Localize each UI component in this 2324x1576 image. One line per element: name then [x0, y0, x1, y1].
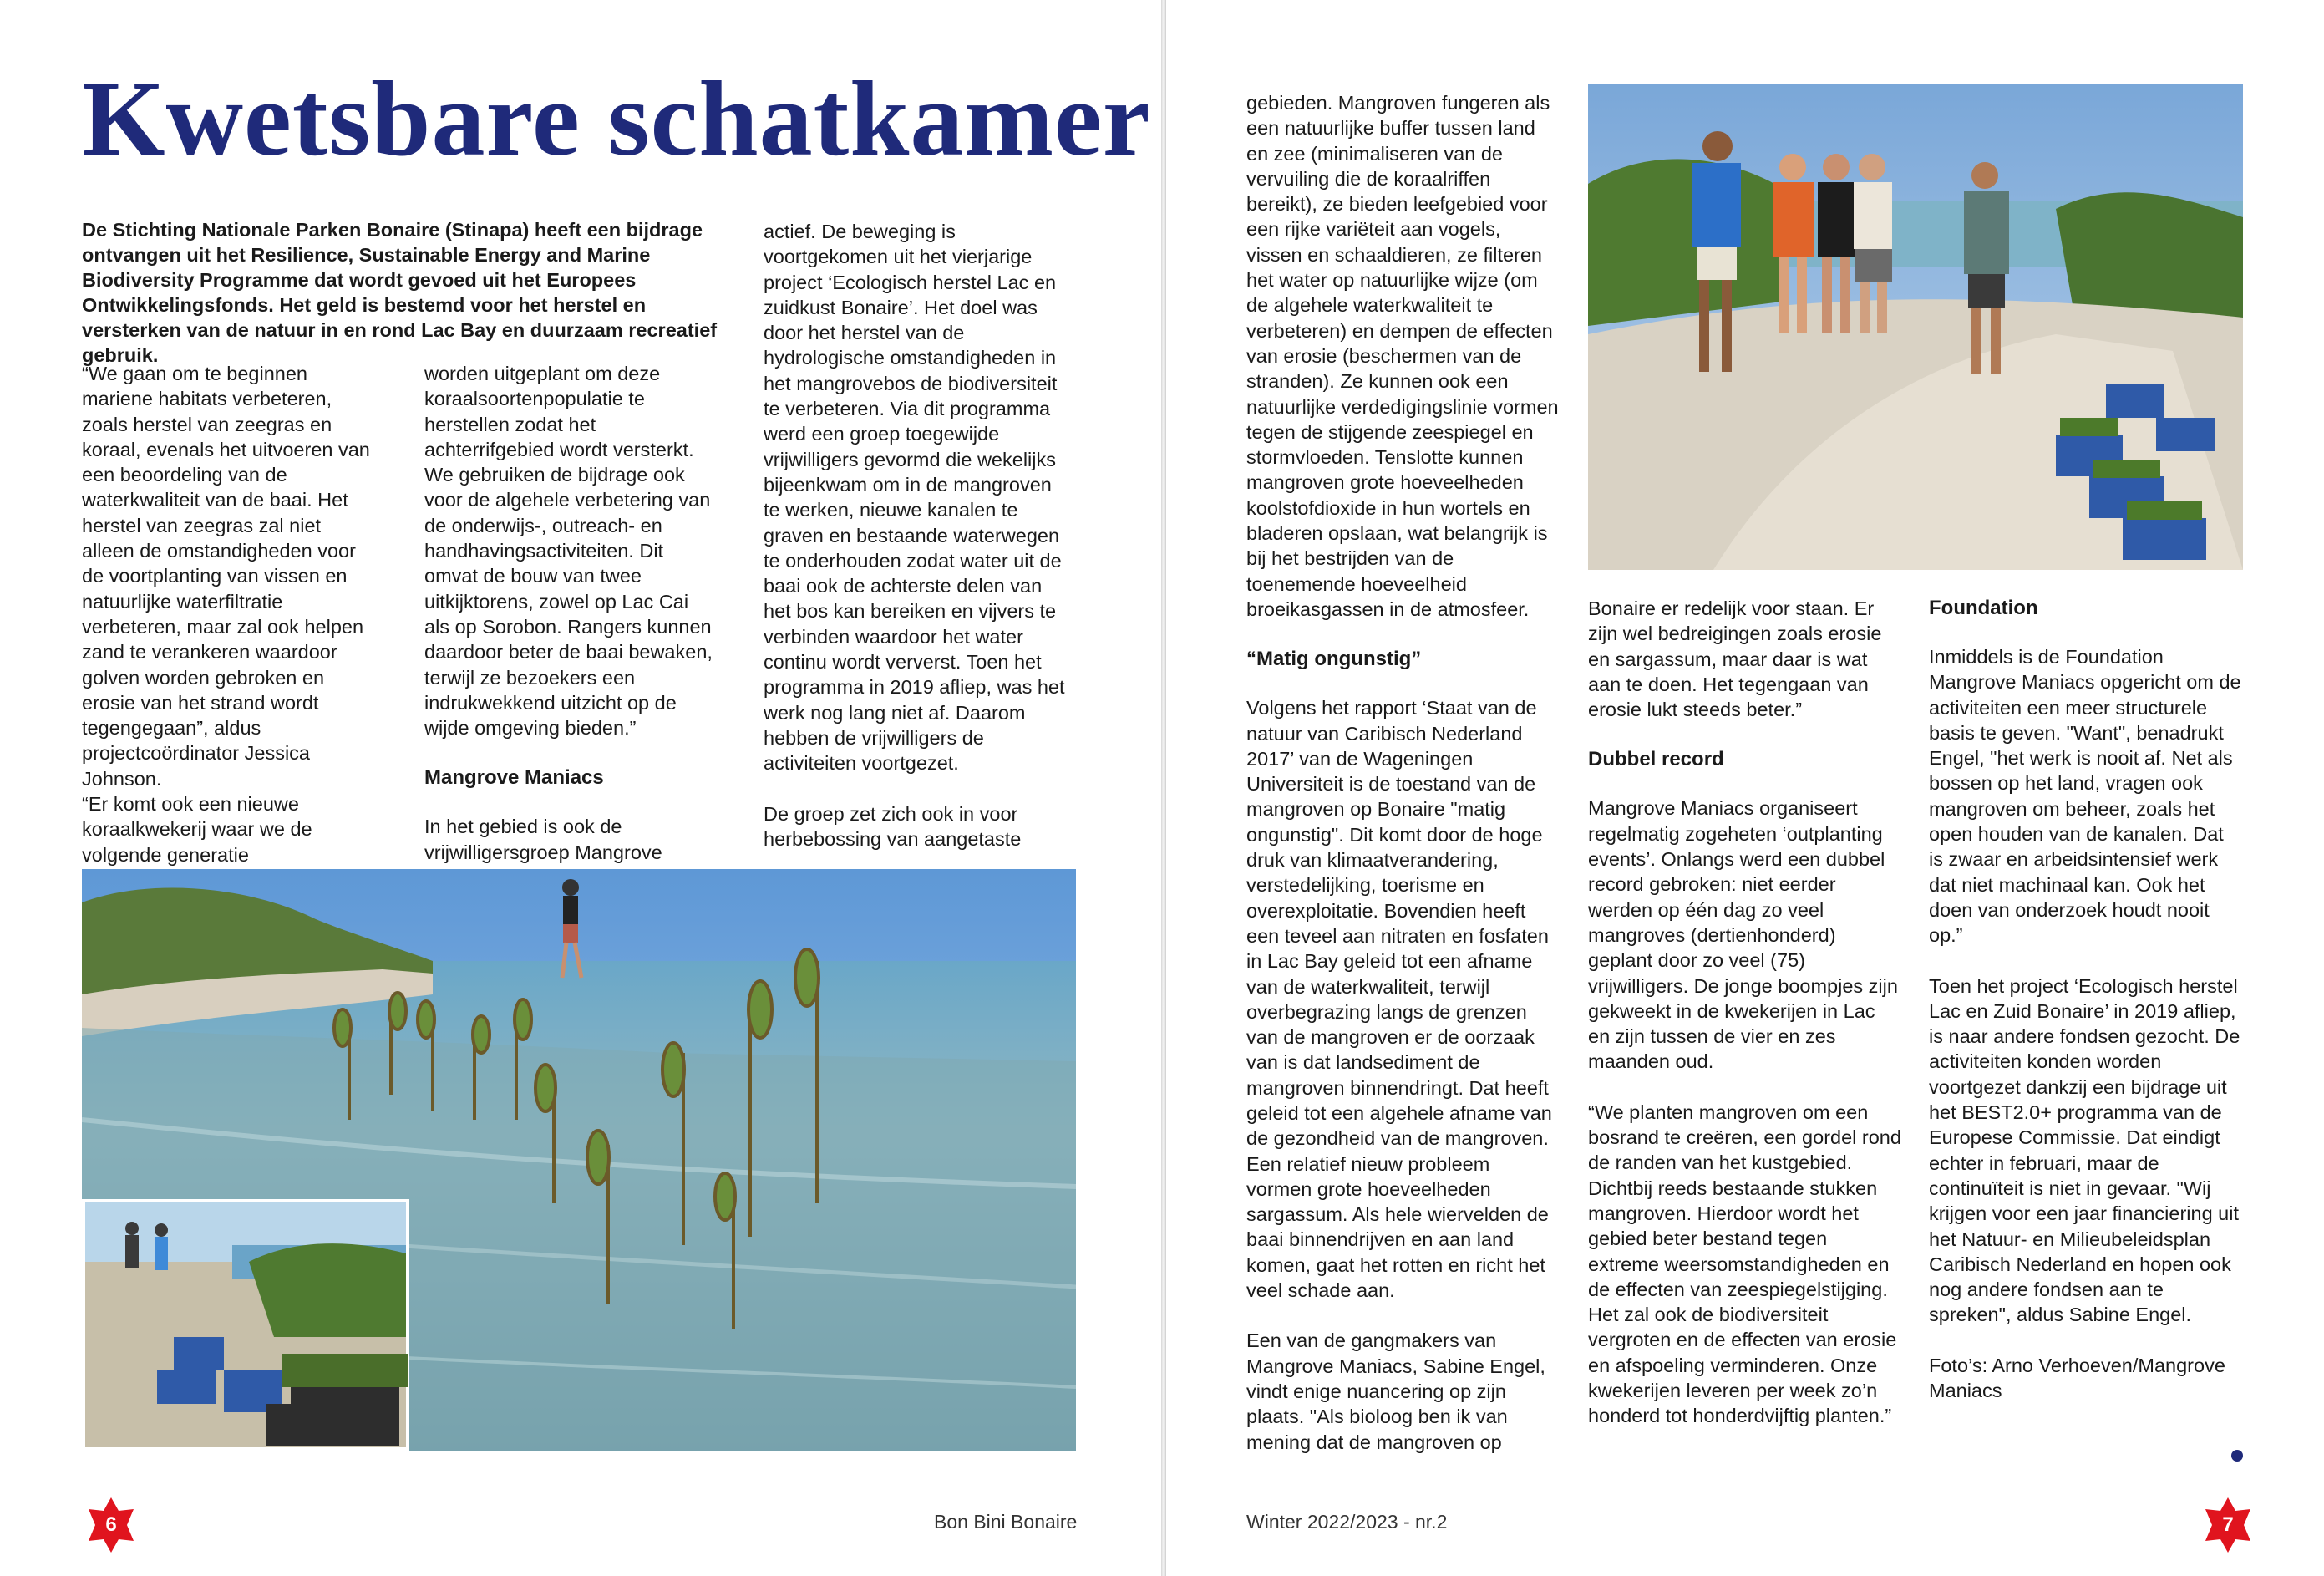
article-title: Kwetsbare schatkamer: [82, 59, 1151, 178]
body-paragraph: “We gaan om te beginnen mariene habitats verbeteren, zoals herstel van zeegras en koraal, evenals het uitvoeren van een beoordeling van de waterkwaliteit van de baai. Het herstel van zeegras zal niet alleen de omstandigheden voor de voortplanting van vissen en natuurlijke waterfiltratie verbeteren, maar zal ook helpen zand te verankeren waardoor golven worden gebroken en erosie van het strand wordt tegengegaan”, aldus projectcoördinator Jessica Johnson.: [82, 363, 370, 790]
body-paragraph: worden uitgeplant om deze koraalsoortenpopulatie te herstellen zodat het achterrifgebied wordt versterkt. We gebruiken de bijdrage ook voor de algehele verbetering van de onderwijs-, outreach- en handhavingsactiviteiten. Dit omvat de bouw van twee uitkijktorens, zowel op Lac Cai als op Sorobon. Rangers kunnen daardoor beter de baai bewaken, terwijl ze bezoekers een indrukwekkend uitzicht op de wijde omgeving bieden.”: [424, 363, 713, 740]
left-column-2: [424, 361, 713, 890]
body-paragraph: Volgens het rapport ‘Staat van de natuur van Caribisch Nederland 2017’ van de Wageningen Universiteit is de toestand van de mangroven op Bonaire "matig ongunstig". Dit komt door de hoge druk van klimaatverandering, verstedelijking, toerisme en overexploitatie. Bovendien heeft een teveel aan nitraten en fosfaten in Lac Bay geleid tot een afname van de waterkwaliteit, terwijl overbegrazing langs de grenzen van de mangroven er de oorzaak van is dat landsediment de mangroven binnendringt. Dat heeft geleid tot een algehele afname van de gezondheid van de mangroven. Een relatief nieuw probleem vormen grote hoeveelheden sargassum. Als hele wiervelden de baai binnendrijven en aan land komen, gaat het rotten en richt het veel schade aan.: [1246, 697, 1552, 1302]
body-paragraph: Bonaire er redelijk voor staan. Er zijn wel bedreigingen zoals erosie en sargassum, maar daar is wat aan te doen. Het tegengaan van erosie lukt steeds beter.”: [1588, 597, 1882, 721]
article-end-mark: [2231, 1450, 2243, 1462]
section-heading-foundation: Foundation: [1929, 597, 2038, 619]
right-page: [1166, 0, 2324, 1576]
body-paragraph: Toen het project ‘Ecologisch herstel Lac en Zuid Bonaire’ in 2019 afliep, is naar andere fondsen gezocht. De activiteiten konden worden voortgezet dankzij een bijdrage uit het BEST2.0+ programma van de Europese Commissie. Dat eindigt echter in februari, maar de continuïteit is niet in gevaar. "Wij krijgen voor een jaar financiering uit het Natuur- en Milieubeleidsplan Caribisch Nederland en hopen ook nog andere fondsen aan te spreken", aldus Sabine Engel.: [1929, 974, 2240, 1326]
section-heading-mangrove-maniacs: Mangrove Maniacs: [424, 766, 604, 790]
photo-credit: Foto’s: Arno Verhoeven/Mangrove Maniacs: [1929, 1354, 2225, 1402]
body-paragraph: actief. De beweging is voortgekomen uit het vierjarige project ‘Ecologisch herstel Lac en zuidkust Bonaire’. Het doel was door het herstel van de hydrologische omstandigheden in het mangrovebos de biodiversiteit te verbeteren. Via dit programma werd een groep toegewijde vrijwilligers gevormd die wekelijks bijeenkwam om in de mangroven te werken, nieuwe kanalen te graven en bestaande waterwegen te onderhouden zodat water uit de baai ook de achterste delen van het bos kan bereiken en vijvers te verbinden waardoor het water continu wordt ververst. Toen het programma in 2019 afliep, was het werk nog lang niet af. Daarom hebben de vrijwilligers de activiteiten voortgezet.: [764, 221, 1065, 775]
body-paragraph: “We planten mangroven om een bosrand te creëren, een gordel rond de randen van het kustgebied. Dichtbij reeds bestaande stukken mangroven. Hierdoor wordt het gebied beter bestand tegen extreme weersomstandigheden en de effecten van zeespiegelstijging. Het zal ook de biodiversiteit vergroten en de effecten van erosie en afspoeling verminderen. Onze kwekerijen leveren per week zo’n honderd tot honderdvijftig planten.”: [1588, 1101, 1901, 1427]
page-number: 7: [2222, 1513, 2234, 1536]
left-column-1: [82, 361, 370, 918]
body-paragraph: De groep zet zich ook in voor herbebossing van aangetaste: [764, 802, 1022, 850]
body-paragraph: gebieden. Mangroven fungeren als een natuurlijke buffer tussen land en zee (minimaliseren van de vervuiling die de koraalriffen bereikt), ze bieden leefgebied voor een rijke variëteit aan vogels, vissen en schaaldieren, ze filteren het water op natuurlijke wijze (om de algehele waterkwaliteit te verbeteren) en dempen de effecten van erosie (beschermen van de stranden). Ze kunnen ook een natuurlijke verdedigingslinie vormen tegen de stijgende zeespiegel en stormvloeden. Tenslotte kunnen mangroven grote hoeveelheden koolstofdioxide in hun wortels en bladeren opslaan, wat belangrijk is bij het bestrijden van de toenemende hoeveelheid broeikasgassen in de atmosfeer.: [1246, 92, 1559, 620]
page-number-star-badge: [82, 1496, 140, 1554]
page-number-star-badge: [2199, 1496, 2257, 1554]
right-column-2: [1588, 596, 1902, 1429]
page-number: 6: [105, 1513, 117, 1536]
body-paragraph: “Er komt ook een nieuwe koraalkwekerij waar we de volgende generatie: [82, 793, 312, 866]
section-heading-matig-ongunstig: “Matig ongunstig”: [1246, 648, 1422, 671]
right-column-1: [1246, 90, 1560, 1455]
section-heading-dubbel-record: Dubbel record: [1588, 748, 1724, 771]
footer-issue: Winter 2022/2023 - nr.2: [1246, 1511, 1448, 1533]
footer-magazine-name: Bon Bini Bonaire: [934, 1511, 1078, 1533]
body-paragraph: In het gebied is ook de vrijwilligersgroep Mangrove: [424, 816, 662, 863]
right-column-3: [1929, 596, 2243, 1403]
volunteers-photo: [1588, 84, 2243, 570]
body-paragraph: Inmiddels is de Foundation Mangrove Maniacs opgericht om de activiteiten een meer structurele basis te geven. "Want", benadrukt Engel, "het werk is nooit af. Net als bossen op het land, vragen ook mangroven om beheer, zoals het open houden van de kanalen. Dat is zwaar en arbeidsintensief werk dat niet machinaal kan. Ook het doen van onderzoek houdt nooit op.”: [1929, 646, 2241, 947]
body-paragraph: Een van de gangmakers van Mangrove Maniacs, Sabine Engel, vindt enige nuancering op zijn plaats. "Als bioloog ben ik van mening dat de mangroven op: [1246, 1329, 1545, 1453]
body-paragraph: Mangrove Maniacs organiseert regelmatig zogeheten ‘outplanting events’. Onlangs werd een dubbel record gebroken: niet eerder werden op één dag zo veel mangroves (dertienhonderd) geplant door zo veel (75) vrijwilligers. De jonge boompjes zijn gekweekt in de kwekerijen in Lac en zijn tussen de vier en zes maanden oud.: [1588, 797, 1898, 1073]
mangrove-seedlings-photo: [82, 869, 1076, 1451]
intro-paragraph: De Stichting Nationale Parken Bonaire (Stinapa) heeft een bijdrage ontvangen uit het Resilience, Sustainable Energy and Marine Biodiversity Programme dat wordt gevoed uit het Europees Ontwikkelingsfonds. Het geld is bestemd voor het herstel en versterken van de natuur in en rond Lac Bay en duurzaam recreatief gebruik.: [82, 219, 718, 366]
left-column-3: [764, 219, 1073, 852]
left-page: [0, 0, 1161, 1576]
